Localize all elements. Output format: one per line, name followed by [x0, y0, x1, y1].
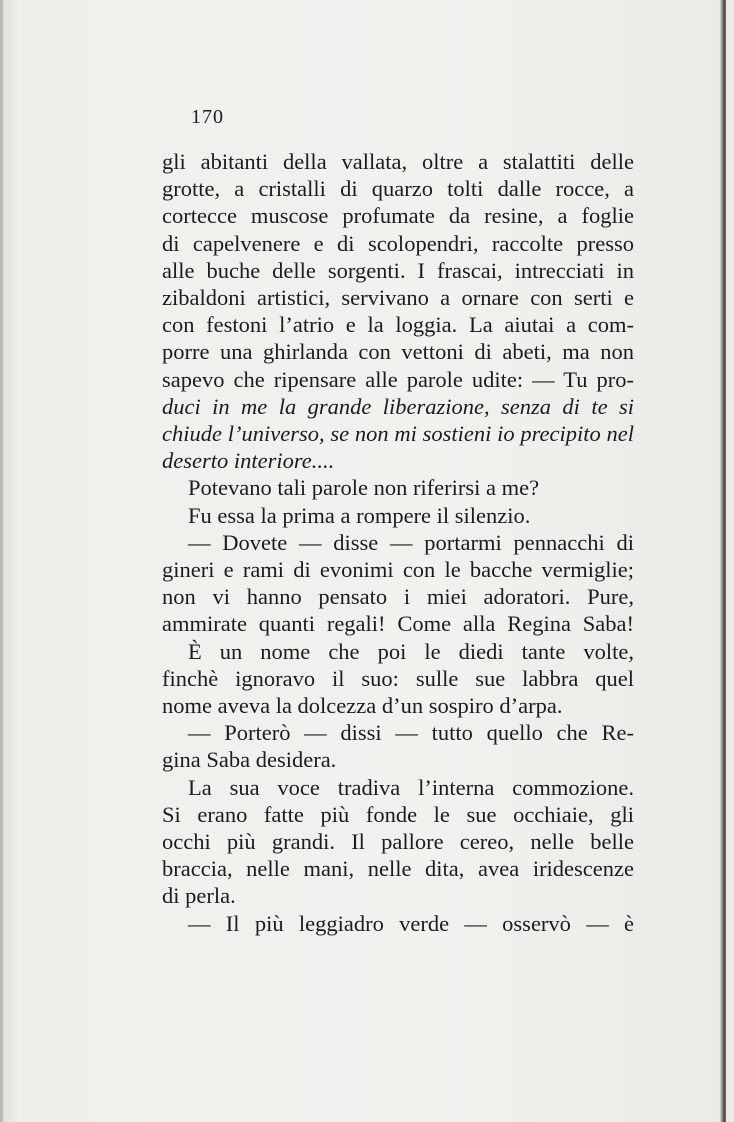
text-line: grotte, a cristalli di quarzo tolti dalle rocce, a [162, 176, 634, 202]
body-text [162, 148, 634, 937]
text-line: gli abitanti della vallata, oltre a stalattiti delle [162, 149, 634, 174]
text-line-italic: duci in me la grande liberazione, senza di te si [162, 393, 634, 419]
page-number: 170 [191, 106, 224, 128]
text-line-italic: chiude l’universo, se non mi sostieni io precipito nel [162, 421, 634, 447]
text-line: zibaldoni artistici, servivano a ornare con serti e [162, 285, 634, 311]
text-line: di capelvenere e di scolopendri, raccolte presso [162, 230, 634, 256]
text-line: di perla. [162, 883, 236, 909]
text-line: Potevano tali parole non riferirsi a me? [188, 475, 540, 501]
text-line: — Porterò — dissi — tutto quello che Re- [188, 720, 634, 746]
text-line-italic: deserto interiore.... [162, 448, 335, 474]
text-line: occhi più grandi. Il pallore cereo, nelle belle [162, 829, 634, 855]
text-line: finchè ignoravo il suo: sulle sue labbra quel [162, 665, 634, 691]
text-line: Fu essa la prima a rompere il silenzio. [188, 502, 531, 528]
text-line: non vi hanno pensato i miei adoratori. Pure, [162, 584, 634, 610]
text-line: nome aveva la dolcezza d’un sospiro d’arpa. [162, 693, 563, 719]
text-line: con festoni l’atrio e la loggia. La aiutai a com- [162, 312, 634, 338]
text-line: gina Saba desidera. [162, 747, 337, 773]
text-line: cortecce muscose profumate da resine, a foglie [162, 203, 634, 229]
page-right-edge [720, 0, 726, 1122]
text-line: alle buche delle sorgenti. I frascai, intrecciati in [162, 257, 634, 283]
text-line: gineri e rami di evonimi con le bacche vermiglie; [162, 557, 634, 583]
text-line: — Il più leggiadro verde — osservò — è [188, 910, 634, 936]
text-line: Si erano fatte più fonde le sue occhiaie, gli [162, 801, 634, 827]
text-line: La sua voce tradiva l’interna commozione. [188, 774, 634, 800]
text-line: sapevo che ripensare alle parole udite: — Tu pro- [162, 366, 634, 392]
text-line: — Dovete — disse — portarmi pennacchi di [188, 529, 634, 555]
page-left-edge [0, 0, 3, 1122]
text-line: braccia, nelle mani, nelle dita, avea iridescenze [162, 856, 634, 882]
text-line: È un nome che poi le diedi tante volte, [188, 638, 634, 664]
text-line: ammirate quanti regali! Come alla Regina Saba! [162, 611, 634, 637]
text-line: porre una ghirlanda con vettoni di abeti, ma non [162, 339, 634, 365]
